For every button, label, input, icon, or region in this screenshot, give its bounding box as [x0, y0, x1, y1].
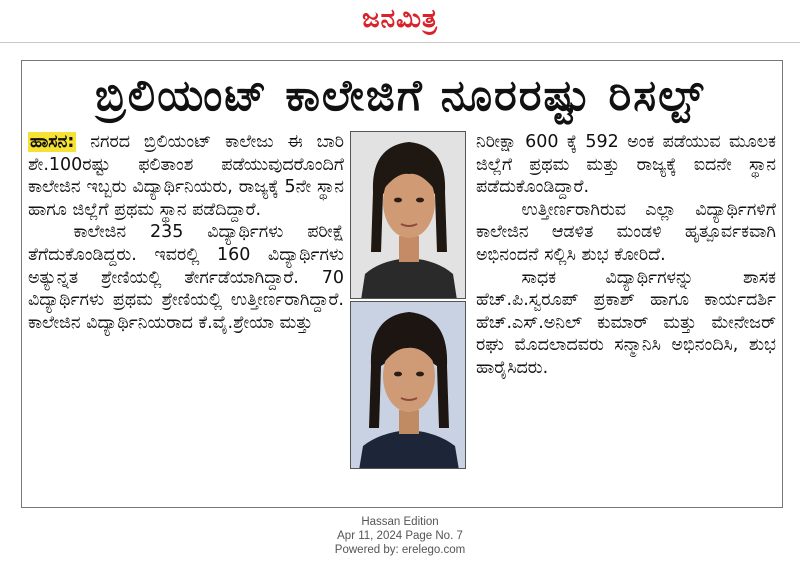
- article-paragraph-2: ಕಾಲೇಜಿನ 235 ವಿದ್ಯಾರ್ಥಿಗಳು ಪರೀಕ್ಷೆ ತೆಗೆದುಕೊಂಡಿದ್ದರು. ಇವರಲ್ಲಿ 160 ವಿದ್ಯಾರ್ಥಿಗಳು ಅತ್ಯುನ್ನತ ಶ್ರೇಣಿಯಲ್ಲಿ ತೇರ್ಗಡೆಯಾಗಿದ್ದಾರೆ. 70 ವಿದ್ಯಾರ್ಥಿಗಳು ಪ್ರಥಮ ಶ್ರೇಣಿಯಲ್ಲಿ ಉತ್ತೀರ್ಣರಾಗಿದ್ದಾರೆ. ಕಾಲೇಜಿನ ವಿದ್ಯಾರ್ಥಿನಿಯರಾದ ಕೆ.ವೈ.ಶ್ರೇಯಾ ಮತ್ತು: [28, 222, 344, 333]
- lead-text: ನಗರದ ಬ್ರಿಲಿಯಂಟ್ ಕಾಲೇಜು ಈ ಬಾರಿ ಶೇ.100ರಷ್ಟು ಫಲಿತಾಂಶ ಪಡೆಯುವುದರೊಂದಿಗೆ ಕಾಲೇಜಿನ ಇಬ್ಬರು ವಿದ್ಯಾರ್ಥಿನಿಯರು, ರಾಜ್ಯಕ್ಕೆ 5ನೇ ಸ್ಥಾನ ಹಾಗೂ ಜಿಲ್ಲೆಗೆ ಪ್ರಥಮ ಸ್ಥಾನ ಪಡೆದಿದ್ದಾರೆ.: [28, 132, 344, 220]
- page-footer: [0, 515, 800, 557]
- article-paragraph-3: ನಿರೀಕ್ಷಾ 600 ಕ್ಕೆ 592 ಅಂಕ ಪಡೆಯುವ ಮೂಲಕ ಜಿಲ್ಲೆಗೆ ಪ್ರಥಮ ಮತ್ತು ರಾಜ್ಯಕ್ಕೆ ಐದನೇ ಸ್ಥಾನ ಪಡೆದುಕೊಂಡಿದ್ದಾರೆ.: [476, 132, 776, 198]
- masthead: [0, 0, 800, 40]
- article-column-left: [28, 131, 344, 334]
- article-paragraph-5: ಸಾಧಕ ವಿದ್ಯಾರ್ಥಿಗಳನ್ನು ಶಾಸಕ ಹೆಚ್.ಪಿ.ಸ್ವರೂಪ್ ಪ್ರಕಾಶ್ ಹಾಗೂ ಕಾರ್ಯದರ್ಶಿ ಹೆಚ್.ಎಸ್.ಅನಿಲ್ ಕುಮಾರ್ ಮತ್ತು ಮೇನೇಜರ್ ರಘು ಮೊದಲಾದವರು ಸನ್ಮಾನಿಸಿ ಅಭಿನಂದಿಸಿ, ಶುಭ ಹಾರೈಸಿದರು.: [476, 267, 776, 378]
- student-photo-1: [350, 131, 466, 299]
- date-page-label: Apr 11, 2024 Page No. 7: [337, 530, 463, 542]
- article-column-right: [476, 131, 776, 380]
- article-paragraph-4: ಉತ್ತೀರ್ಣರಾಗಿರುವ ಎಲ್ಲಾ ವಿದ್ಯಾರ್ಥಿಗಳಿಗೆ ಕಾಲೇಜಿನ ಆಡಳಿತ ಮಂಡಳಿ ಹೃತ್ಪೂರ್ವಕವಾಗಿ ಅಭಿನಂದನೆ ಸಲ್ಲಿಸಿ ಶುಭ ಕೋರಿದೆ.: [476, 199, 776, 265]
- edition-label: Hassan Edition: [361, 516, 439, 528]
- newspaper-logo: ಜನಮಿತ್ರ: [362, 4, 438, 34]
- student-photo-2: [350, 301, 466, 469]
- article-lead-paragraph: [28, 131, 344, 221]
- masthead-divider: [0, 42, 800, 43]
- dateline-place: ಹಾಸನ:: [30, 132, 75, 152]
- article-headline: ಬ್ರಿಲಿಯಂಟ್ ಕಾಲೇಜಿಗೆ ನೂರರಷ್ಟು ರಿಸಲ್ಟ್: [95, 71, 705, 121]
- powered-by-label: Powered by: erelego.com: [334, 544, 466, 556]
- student-portrait-1-icon: [351, 132, 466, 299]
- student-portrait-2-icon: [351, 302, 466, 469]
